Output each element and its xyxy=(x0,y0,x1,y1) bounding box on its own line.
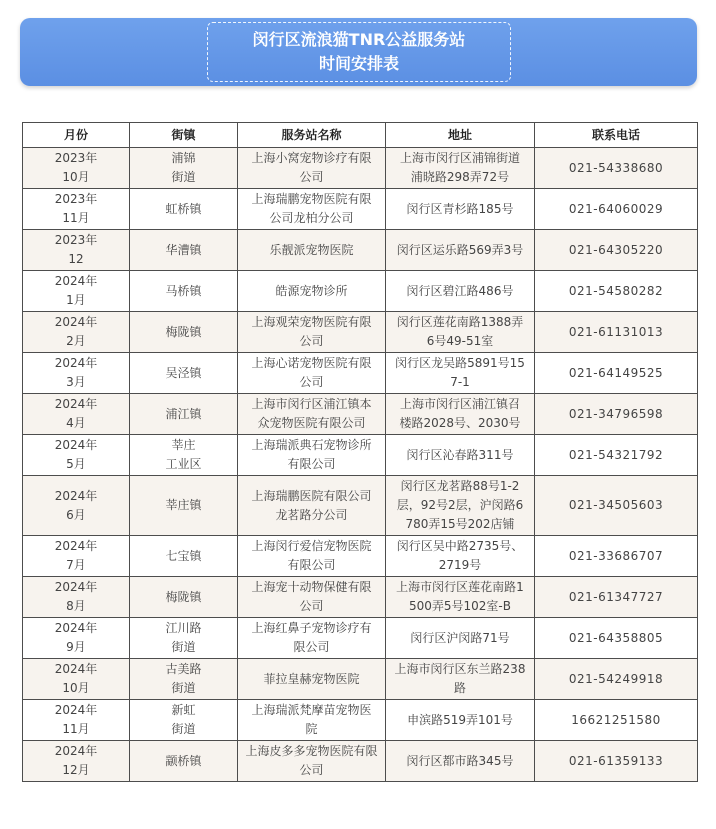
cell-station-name: 上海瑞鹏宠物医院有限 公司龙柏分公司 xyxy=(238,189,386,230)
cell-phone: 021-34505603 xyxy=(535,476,698,536)
cell-station-name: 上海瑞派典石宠物诊所 有限公司 xyxy=(238,435,386,476)
cell-station-name: 上海瑞鹏医院有限公司 龙茗路分公司 xyxy=(238,476,386,536)
cell-station-name: 上海心诺宠物医院有限 公司 xyxy=(238,353,386,394)
col-header-town: 街镇 xyxy=(130,123,238,148)
title-banner xyxy=(20,18,697,86)
table-row xyxy=(23,577,698,618)
cell-station-name: 上海皮多多宠物医院有限 公司 xyxy=(238,741,386,782)
cell-address: 闵行区沪闵路71号 xyxy=(386,618,535,659)
cell-address: 上海市闵行区莲花南路1 500弄5号102室-B xyxy=(386,577,535,618)
cell-month: 2024年 10月 xyxy=(23,659,130,700)
table-row xyxy=(23,148,698,189)
cell-town: 古美路 街道 xyxy=(130,659,238,700)
cell-month: 2024年 3月 xyxy=(23,353,130,394)
cell-town: 吴泾镇 xyxy=(130,353,238,394)
cell-town: 虹桥镇 xyxy=(130,189,238,230)
table-row xyxy=(23,476,698,536)
col-header-station-name: 服务站名称 xyxy=(238,123,386,148)
cell-station-name: 上海瑞派梵摩苗宠物医 院 xyxy=(238,700,386,741)
cell-phone: 021-64358805 xyxy=(535,618,698,659)
cell-station-name: 上海观荣宠物医院有限 公司 xyxy=(238,312,386,353)
table-row xyxy=(23,312,698,353)
table-row xyxy=(23,394,698,435)
cell-station-name: 上海市闵行区浦江镇本 众宠物医院有限公司 xyxy=(238,394,386,435)
cell-station-name: 上海宠十动物保健有限 公司 xyxy=(238,577,386,618)
table-row xyxy=(23,618,698,659)
cell-month: 2024年 5月 xyxy=(23,435,130,476)
cell-station-name: 上海红鼻子宠物诊疗有 限公司 xyxy=(238,618,386,659)
cell-month: 2023年 11月 xyxy=(23,189,130,230)
cell-month: 2024年 11月 xyxy=(23,700,130,741)
cell-phone: 021-34796598 xyxy=(535,394,698,435)
cell-station-name: 菲拉皇赫宠物医院 xyxy=(238,659,386,700)
cell-station-name: 上海小窝宠物诊疗有限 公司 xyxy=(238,148,386,189)
cell-address: 闵行区龙茗路88号1-2 层，92号2层，沪闵路6 780弄15号202店铺 xyxy=(386,476,535,536)
cell-phone: 021-54338680 xyxy=(535,148,698,189)
cell-address: 申滨路519弄101号 xyxy=(386,700,535,741)
cell-month: 2023年 10月 xyxy=(23,148,130,189)
cell-town: 梅陇镇 xyxy=(130,577,238,618)
cell-month: 2024年 6月 xyxy=(23,476,130,536)
cell-address: 上海市闵行区东兰路238 路 xyxy=(386,659,535,700)
cell-address: 闵行区都市路345号 xyxy=(386,741,535,782)
cell-phone: 021-61347727 xyxy=(535,577,698,618)
table-row xyxy=(23,271,698,312)
cell-town: 梅陇镇 xyxy=(130,312,238,353)
cell-phone: 16621251580 xyxy=(535,700,698,741)
cell-phone: 021-64060029 xyxy=(535,189,698,230)
cell-month: 2023年 12 xyxy=(23,230,130,271)
table-row xyxy=(23,741,698,782)
table-row xyxy=(23,536,698,577)
cell-town: 江川路 街道 xyxy=(130,618,238,659)
cell-month: 2024年 4月 xyxy=(23,394,130,435)
page-title: 闵行区流浪猫TNR公益服务站 xyxy=(252,30,466,49)
cell-month: 2024年 12月 xyxy=(23,741,130,782)
table-row xyxy=(23,189,698,230)
cell-station-name: 乐靓派宠物医院 xyxy=(238,230,386,271)
page-subtitle: 时间安排表 xyxy=(318,54,399,73)
table-header-row xyxy=(23,123,698,148)
cell-address: 闵行区吴中路2735号、 2719号 xyxy=(386,536,535,577)
col-header-address: 地址 xyxy=(386,123,535,148)
schedule-table xyxy=(22,122,698,782)
cell-address: 闵行区沁春路311号 xyxy=(386,435,535,476)
col-header-phone: 联系电话 xyxy=(535,123,698,148)
cell-address: 闵行区青杉路185号 xyxy=(386,189,535,230)
cell-address: 上海市闵行区浦锦街道 浦晓路298弄72号 xyxy=(386,148,535,189)
cell-month: 2024年 9月 xyxy=(23,618,130,659)
table-row xyxy=(23,700,698,741)
cell-town: 马桥镇 xyxy=(130,271,238,312)
table-row xyxy=(23,353,698,394)
cell-phone: 021-61359133 xyxy=(535,741,698,782)
cell-month: 2024年 2月 xyxy=(23,312,130,353)
cell-month: 2024年 8月 xyxy=(23,577,130,618)
cell-phone: 021-61131013 xyxy=(535,312,698,353)
cell-address: 闵行区运乐路569弄3号 xyxy=(386,230,535,271)
cell-town: 莘庄镇 xyxy=(130,476,238,536)
cell-town: 浦锦 街道 xyxy=(130,148,238,189)
table-body xyxy=(23,148,698,782)
cell-phone: 021-33686707 xyxy=(535,536,698,577)
table-row xyxy=(23,435,698,476)
cell-town: 七宝镇 xyxy=(130,536,238,577)
cell-month: 2024年 7月 xyxy=(23,536,130,577)
title-box xyxy=(207,22,511,82)
cell-station-name: 上海闵行爱信宠物医院 有限公司 xyxy=(238,536,386,577)
cell-town: 新虹 街道 xyxy=(130,700,238,741)
cell-station-name: 皓源宠物诊所 xyxy=(238,271,386,312)
cell-phone: 021-64305220 xyxy=(535,230,698,271)
cell-address: 闵行区龙吴路5891号15 7-1 xyxy=(386,353,535,394)
cell-phone: 021-64149525 xyxy=(535,353,698,394)
cell-phone: 021-54580282 xyxy=(535,271,698,312)
cell-address: 闵行区碧江路486号 xyxy=(386,271,535,312)
cell-town: 浦江镇 xyxy=(130,394,238,435)
cell-address: 闵行区莲花南路1388弄 6号49-51室 xyxy=(386,312,535,353)
cell-town: 颛桥镇 xyxy=(130,741,238,782)
cell-phone: 021-54249918 xyxy=(535,659,698,700)
cell-month: 2024年 1月 xyxy=(23,271,130,312)
table-row xyxy=(23,230,698,271)
col-header-month: 月份 xyxy=(23,123,130,148)
cell-town: 莘庄 工业区 xyxy=(130,435,238,476)
cell-town: 华漕镇 xyxy=(130,230,238,271)
cell-phone: 021-54321792 xyxy=(535,435,698,476)
cell-address: 上海市闵行区浦江镇召 楼路2028号、2030号 xyxy=(386,394,535,435)
table-row xyxy=(23,659,698,700)
